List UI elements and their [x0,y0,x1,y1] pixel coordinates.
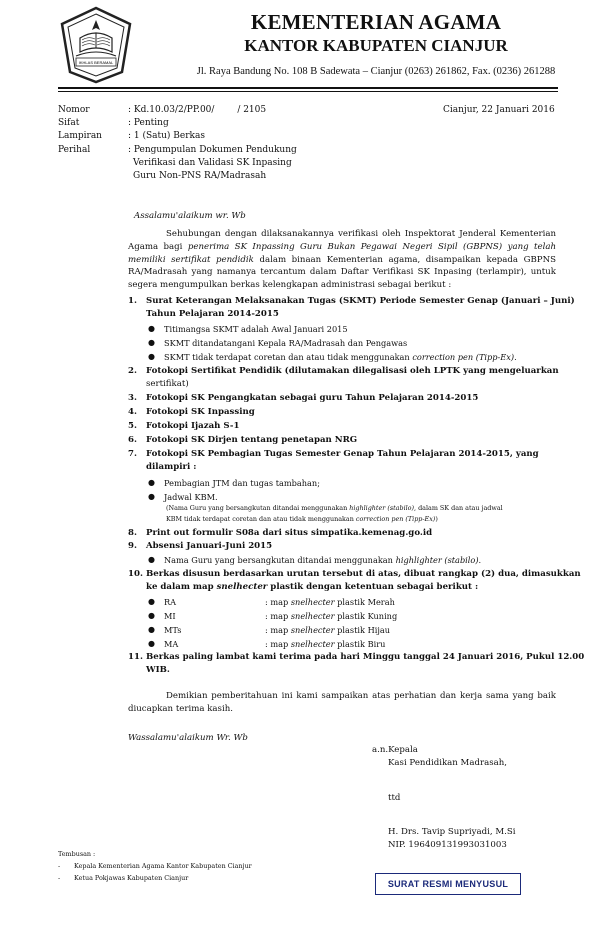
folder-code: MTs [164,625,182,635]
item-5: Fotokopi Ijazah S-1 [146,421,240,431]
office-name: KANTOR KABUPATEN CIANJUR [244,36,508,55]
item-10-text: plastik dengan ketentuan sebagai berikut : [267,582,479,592]
folder-rule-color: plastik Biru [334,639,386,649]
item-1-bullet-3-end: . [514,352,517,362]
item-number: 4. [128,407,137,417]
bullet-icon: ● [148,338,155,347]
item-number: 5. [128,421,137,431]
closing-paragraph: Demikian pemberitahuan ini kami sampaikan atas perhatian dan kerja sama yang baik diucapkan terima kasih. [128,691,556,714]
folder-rule [265,639,385,649]
intro-text-1: Sehubungan dengan dilaksanakannya verifikasi oleh Inspektorat Jenderal Kementerian Agama bagi [128,229,556,252]
lampiran-value: : 1 (Satu) Berkas [128,131,205,141]
perihal-line-3: Guru Non-PNS RA/Madrasah [133,171,267,181]
item-1-bullet-3-text: SKMT tidak terdapat coretan dan atau tidak menggunakan [164,352,413,362]
item-8: Print out formulir S08a dari situs simpatika.kemenag.go.id [146,528,433,538]
header-rule-thin [58,91,558,92]
signature-ttd: ttd [388,793,401,803]
signature-nip: NIP. 196409131993031003 [388,840,507,850]
item-3: Fotokopi SK Pengangkatan sebagai guru Tahun Pelajaran 2014-2015 [146,393,479,403]
note-text: , dalam SK dan atau jadwal [414,504,503,512]
item-10-text: ke dalam map [146,582,217,592]
intro-paragraph [128,228,556,292]
folder-rule-italic: snelhecter [290,611,335,621]
item-number: 11. [128,652,143,662]
folder-rule-italic: snelhecter [290,639,335,649]
item-number: 9. [128,541,137,551]
logo-text: IKHLAS BERAMAL [78,60,114,65]
folder-code: RA [164,597,177,607]
folder-rule [265,611,397,621]
folder-rule-color: plastik Hijau [334,625,391,635]
folder-rule-italic: snelhecter [290,597,335,607]
lampiran-label: Lampiran [58,131,102,141]
folder-rule-text: : map [265,597,291,607]
cc-item: Ketua Pokjawas Kabupaten Cianjur [74,874,189,882]
item-2-line-2: sertifikat) [146,379,189,389]
bullet-icon: ● [148,492,155,501]
folder-code: MI [164,611,176,621]
ministry-logo [60,6,132,84]
item-1-line-1: Surat Keterangan Melaksanakan Tugas (SKMT) Periode Semester Genap (Januari – Juni) [146,296,575,306]
item-2-text: Fotokopi Sertifikat Pendidik (dilutamakan dilegalisasi oleh LPTK yang mengeluarkan [146,366,559,376]
signature-title: Kasi Pendidikan Madrasah, [388,758,508,768]
item-1-bullet-3-italic: correction pen (Tipp-Ex) [412,352,515,362]
intro-text-2: dalam binaan Kementerian agama, disampaikan kepada GBPNS RA/Madrasah yang namanya tercantum dalam Daftar Verifikasi SK Inpasing (terlampir), untuk segera mengumpulkan berkas kelengkapan administrasi sebagai berikut : [128,254,556,291]
item-6: Fotokopi SK Dirjen tentang penetapan NRG [146,435,358,445]
bullet-icon: ● [148,597,155,606]
folder-rule-text: : map [265,625,291,635]
item-7-note-1 [166,504,503,513]
item-9-bullet-end: . [478,555,482,565]
item-11-line-1: Berkas paling lambat kami terima pada hari Minggu tanggal 24 Januari 2016, Pukul 12.00 [146,652,585,662]
cc-bullet: - [58,862,61,870]
item-2-line-1 [146,366,559,376]
perihal-line-2: Verifikasi dan Validasi SK Inpasing [133,158,292,168]
item-1-bullet-3 [164,352,517,362]
item-7-note-2 [166,515,438,524]
intro-italic: penerima SK Inpassing Guru Bukan Pegawai Negeri Sipil (GBPNS) yang telah memiliki sertifikat pendidik [128,241,556,265]
item-9-bullet-text: Nama Guru yang bersangkutan ditandai menggunakan [164,555,396,565]
bullet-icon: ● [148,611,155,620]
sifat-value: : Penting [128,118,169,128]
item-10-line-1: Berkas disusun berdasarkan urutan tersebut di atas, dibuat rangkap (2) dua, dimasukkan [146,569,581,579]
folder-rule-color: plastik Kuning [334,611,398,621]
sifat-label: Sifat [58,118,80,128]
nomor-label: Nomor [58,105,90,115]
item-number: 7. [128,449,137,459]
item-9-bullet-italic: highlighter (stabilo) [395,555,479,565]
item-7-line-1: Fotokopi SK Pembagian Tugas Semester Genap Tahun Pelajaran 2014-2015, yang [146,449,539,459]
greeting: Assalamu'alaikum wr. Wb [134,211,246,221]
item-7-bullet-2: Jadwal KBM. [164,492,218,502]
item-number: 8. [128,528,137,538]
signature-an: a.n.Kepala [372,745,418,755]
official-letter-stamp: SURAT RESMI MENYUSUL [375,873,521,895]
note-text: (Nama Guru yang bersangkutan ditandai menggunakan [166,504,350,512]
bullet-icon: ● [148,555,155,564]
item-1-bullet-2: SKMT ditandatangani Kepala RA/Madrasah dan Pengawas [164,338,408,348]
folder-rule [265,597,395,607]
folder-rule-italic: snelhecter [290,625,335,635]
salutation: Wassalamu'alaikum Wr. Wb [128,733,248,743]
item-number: 1. [128,296,137,306]
perihal-line-1: : Pengumpulan Dokumen Pendukung [128,145,297,155]
item-10-italic: snelhecter [216,582,268,592]
item-7-bullet-1: Pembagian JTM dan tugas tambahan; [164,478,320,488]
item-number: 3. [128,393,137,403]
bullet-icon: ● [148,352,155,361]
bullet-icon: ● [148,639,155,648]
folder-rule-text: : map [265,639,291,649]
item-9: Absensi Januari-Juni 2015 [146,541,273,551]
header-rule [58,87,558,89]
cc-item: Kepala Kementerian Agama Kantor Kabupaten Cianjur [74,862,252,870]
place-date: Cianjur, 22 Januari 2016 [443,105,555,115]
note-italic: correction pen (Tipp-Ex) [355,515,436,523]
ministry-name: KEMENTERIAN AGAMA [250,10,502,34]
cc-bullet: - [58,874,61,882]
item-9-bullet-1 [164,555,481,565]
item-1-bullet-1: Titimangsa SKMT adalah Awal Januari 2015 [164,324,348,334]
note-italic: highlighter (stabilo) [349,504,415,512]
cc-label: Tembusan : [58,850,96,858]
bullet-icon: ● [148,478,155,487]
item-number: 6. [128,435,137,445]
bullet-icon: ● [148,625,155,634]
item-7-line-2: dilampiri : [146,462,197,472]
item-11-line-2: WIB. [146,665,170,675]
item-number: 2. [128,366,137,376]
bullet-icon: ● [148,324,155,333]
item-1-line-2: Tahun Pelajaran 2014-2015 [146,309,279,319]
note-text: KBM tidak terdapat coretan dan atau tidak menggunakan [166,515,356,523]
folder-rule-text: : map [265,611,291,621]
office-address: Jl. Raya Bandung No. 108 B Sadewata – Cianjur (0263) 261862, Fax. (0236) 261288 [196,66,556,77]
item-4: Fotokopi SK Inpassing [146,407,255,417]
folder-rule-color: plastik Merah [334,597,395,607]
folder-code: MA [164,639,179,649]
note-text: ) [435,515,438,523]
signature-name: H. Drs. Tavip Supriyadi, M.Si [388,827,516,837]
perihal-label: Perihal [58,145,91,155]
nomor-value: : Kd.10.03/2/PP.00/ / 2105 [128,105,267,115]
item-number: 10. [128,569,143,579]
item-10-line-2 [146,582,478,592]
folder-rule [265,625,390,635]
